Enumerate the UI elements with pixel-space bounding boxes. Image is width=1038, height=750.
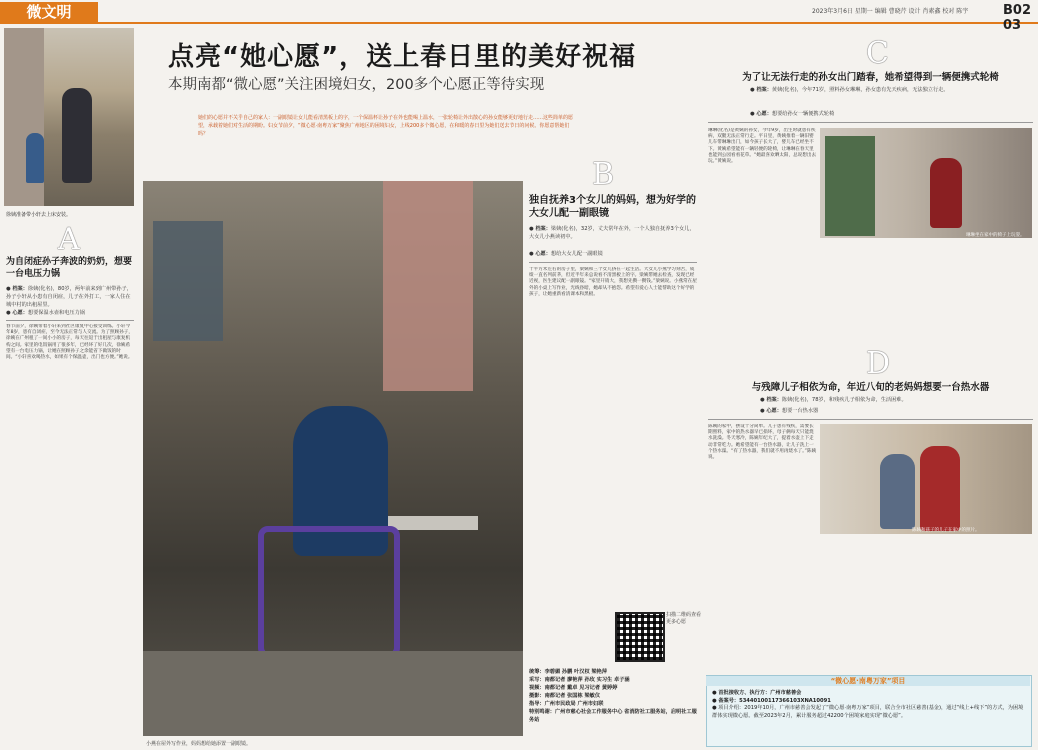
wish-text: 想要一台热水器 — [781, 408, 819, 414]
wish-text: 想给大女儿配一副眼镜 — [550, 251, 603, 257]
qr-note: 扫描二维码查看更多心愿 — [666, 612, 702, 625]
wish-label: ● 心愿： — [6, 310, 28, 316]
profile-label: ● 档案： — [750, 87, 772, 93]
section-c-wish — [750, 110, 1030, 118]
profile-text: 梁姨(化名)，32岁，丈夫常年在外，一个人独自抚养3个女儿，大女儿小燕读初中。 — [529, 226, 695, 240]
section-b-profile — [529, 225, 697, 241]
section-c-profile — [750, 86, 1030, 94]
main-photo-caption: 小燕在屋外写作业，妈妈想给她添置一副眼镜。 — [146, 741, 252, 747]
section-letter-c: C — [866, 36, 889, 71]
section-b-wish — [529, 250, 697, 258]
main-photo-cloth-2 — [153, 221, 223, 341]
section-letter-d: D — [866, 346, 891, 381]
qr-code[interactable] — [615, 612, 665, 662]
profile-label: ● 档案： — [760, 397, 782, 403]
credit-line: 特别鸣谢：广州市慈心社会工作服务中心 省消防社工服务站，启明社工服务站 — [529, 709, 697, 723]
credit-line: 视频：南都记者 戴卓 见习记者 黄婷婷 — [529, 685, 618, 691]
section-c-body-cont — [820, 240, 1032, 340]
right-top-photo-person — [930, 158, 962, 228]
right-bottom-photo-person-2 — [920, 446, 960, 531]
wish-label: ● 心愿： — [529, 251, 551, 257]
profile-label: ● 档案： — [6, 286, 28, 292]
section-letter-b: B — [592, 157, 615, 192]
section-d-rule — [708, 419, 1033, 420]
left-photo-person — [62, 88, 92, 183]
section-d-body: 陈姨的家中，摆设十分简单。儿子患有残疾，需要长期照料，家中的热水器早已损坏，母子俩每天只能烧水洗澡。冬天寒冷，陈姨年纪大了，提着水壶上下走动非常吃力。她希望能有一台热水器，让儿子洗上一个热水澡。“有了热水器，我们就不用再烧水了。”陈姨说。 — [708, 424, 817, 461]
project-item: ● 首批接收方、执行方：广州市慈善会 — [712, 690, 802, 696]
main-photo-chair — [258, 526, 400, 658]
section-d-title: 与残障儿子相依为命，年近八旬的老妈妈想要一台热水器 — [751, 382, 990, 393]
wish-text: 想要给孙女一辆便携式轮椅 — [771, 111, 835, 117]
wish-label: ● 心愿： — [760, 408, 782, 414]
section-a-body: 春节前夕，徐姨带着小轩来到社区康复中心接受训练。小轩今年8岁，患有自闭症，至今无法正常与人交流。为了照顾孙子，徐姨在广州租了一间小小的房子，每天往返于出租屋与康复机构之间。家里的电饭锅用了很多年，已经坏了好几次，徐姨希望有一台电压力锅，让她在照顾孙子之余能省下做饭的时间。“小轩喜欢喝热水，如果有个保温壶，出门也方便。”她说。 — [6, 324, 133, 361]
project-box-title: “微心愿·南粤万家”项目 — [706, 676, 1030, 686]
section-letter-a: A — [58, 222, 80, 257]
subheadline: 本期南都“微心愿”关注困境妇女，200多个心愿正等待实现 — [168, 77, 545, 93]
credits — [529, 668, 699, 724]
section-c-body: 琳琳(化名)是黄姨的孙女，今年9岁，出生时就患有疾病，双腿无法正常行走。平日里，黄姨推着一辆旧婴儿车带琳琳出门，如今孩子长大了，婴儿车已经坐不下。黄姨希望能有一辆轻便的轮椅，让琳琳在春天里也能到公园看看花草。“她最喜欢晒太阳，总说想出去玩。”黄姨说。 — [708, 128, 817, 165]
headline: 点亮“她心愿”，送上春日里的美好祝福 — [168, 42, 637, 72]
section-a-title: 为自闭症孙子奔波的奶奶，想要一台电压力锅 — [6, 257, 133, 279]
project-box-items — [712, 690, 1026, 720]
section-a-profile — [6, 285, 134, 309]
section-b-title: 独自抚养3个女儿的妈妈，想为好学的大女儿配一副眼镜 — [529, 195, 696, 219]
credit-line: 统筹：李碧媚 孙鹏 叶汉权 梁艳萍 — [529, 669, 608, 675]
right-bottom-photo — [820, 424, 1032, 534]
header-divider — [0, 22, 1038, 24]
section-d-body-cont — [820, 538, 1032, 668]
credit-line: 采写：南都记者 廖艳萍 孙玫 实习生 卓子涵 — [529, 677, 630, 683]
section-brand: 微文明 — [0, 2, 98, 22]
lede: 她们的心愿并不关乎自己的家人：一副眼镜让女儿能看清黑板上的字，一个保温杯让孙子在外也能喝上温水，一张轮椅让外出散心的孙女能够更好地行走……这些简单的愿望，承载着她们对生活的期盼。妇女节前夕，“微心愿·南粤万家”聚焦广州地区的困境妇女，上线200多个微心愿，在和暖的春日里为她们送去节日的问候。你愿意帮她们吗？ — [198, 115, 574, 138]
right-top-photo — [820, 128, 1032, 238]
page-info: 2023年3月6日 星期一 编辑 曹晓芹 设计 肖素鑫 校对 陈宇 — [812, 8, 969, 15]
wish-text: 想要保温水壶和电压力锅 — [27, 310, 85, 316]
profile-text: 黄姨(化名)，今年71岁，照料孙女琳琳，孙女患有先天疾病，无法独立行走。 — [771, 87, 949, 93]
right-bottom-photo-person-1 — [880, 454, 915, 529]
project-item: ● 项目介绍：2019年10月，广州市慈善会发起了“微心愿·南粤万家”项目，联合全市社区慈善(基金)，通过“线上+线下”的方式，为困境群体实现微心愿。截至2023年2月，累计服务超过42200个困境家庭实现“微心愿”。 — [712, 705, 1024, 719]
section-d-profile — [760, 396, 1030, 404]
section-d-wish — [760, 407, 1030, 415]
left-photo-caption: 徐姨准备带小轩去上床安装。 — [6, 212, 72, 218]
section-a-wish — [6, 309, 134, 317]
section-b-rule — [529, 262, 697, 263]
left-photo — [4, 28, 134, 206]
profile-text: 徐姨(化名)，80岁，两年前来到广州带孙子，孙子小轩从小患有自闭症，儿子在外打工，一家人住在城中村的出租屋里。 — [6, 286, 132, 308]
credit-line: 指导：广州市民政局 广州市妇联 — [529, 701, 604, 707]
section-b-body: 十平方米左右的房子里，梁姨和三个女儿挤在一起生活。大女儿小燕学习刻苦，成绩一直名列前茅，但近半年来总说看不清黑板上的字。梁姨带她去检查，发现已经近视，医生建议配一副眼镜。“家里开销大，我想先攒一攒钱。”梁姨说。小燕常在屋外的小桌上写作业，光线昏暗，她却从不抱怨。希望有爱心人士能帮助这个好学的孩子，让她重新看清课本和黑板。 — [529, 267, 697, 297]
profile-label: ● 档案： — [529, 226, 551, 232]
right-top-caption: 琳琳坐在家中的椅子上玩耍。 — [966, 233, 1025, 238]
profile-text: 陈姨(化名)，78岁，和残疾儿子相依为命，生活困难。 — [781, 397, 907, 403]
page-number: B02 03 — [1003, 3, 1031, 33]
section-c-title: 为了让无法行走的孙女出门踏春，她希望得到一辆便携式轮椅 — [742, 72, 999, 83]
main-photo-cloth — [383, 181, 473, 391]
left-photo-child — [26, 133, 44, 183]
right-top-photo-door — [825, 136, 875, 236]
wish-label: ● 心愿： — [750, 111, 772, 117]
right-bottom-caption: 陈姨和孩子的儿子在家中的照片。 — [912, 528, 980, 533]
section-a-rule — [6, 320, 134, 321]
project-item: ● 备案号：53440100117366103XNA10091 — [712, 697, 831, 704]
section-c-rule — [708, 122, 1033, 123]
main-photo-ground — [143, 651, 523, 736]
credit-line: 摄影：南都记者 张国栋 梁敏仪 — [529, 693, 601, 699]
main-photo — [143, 181, 523, 736]
